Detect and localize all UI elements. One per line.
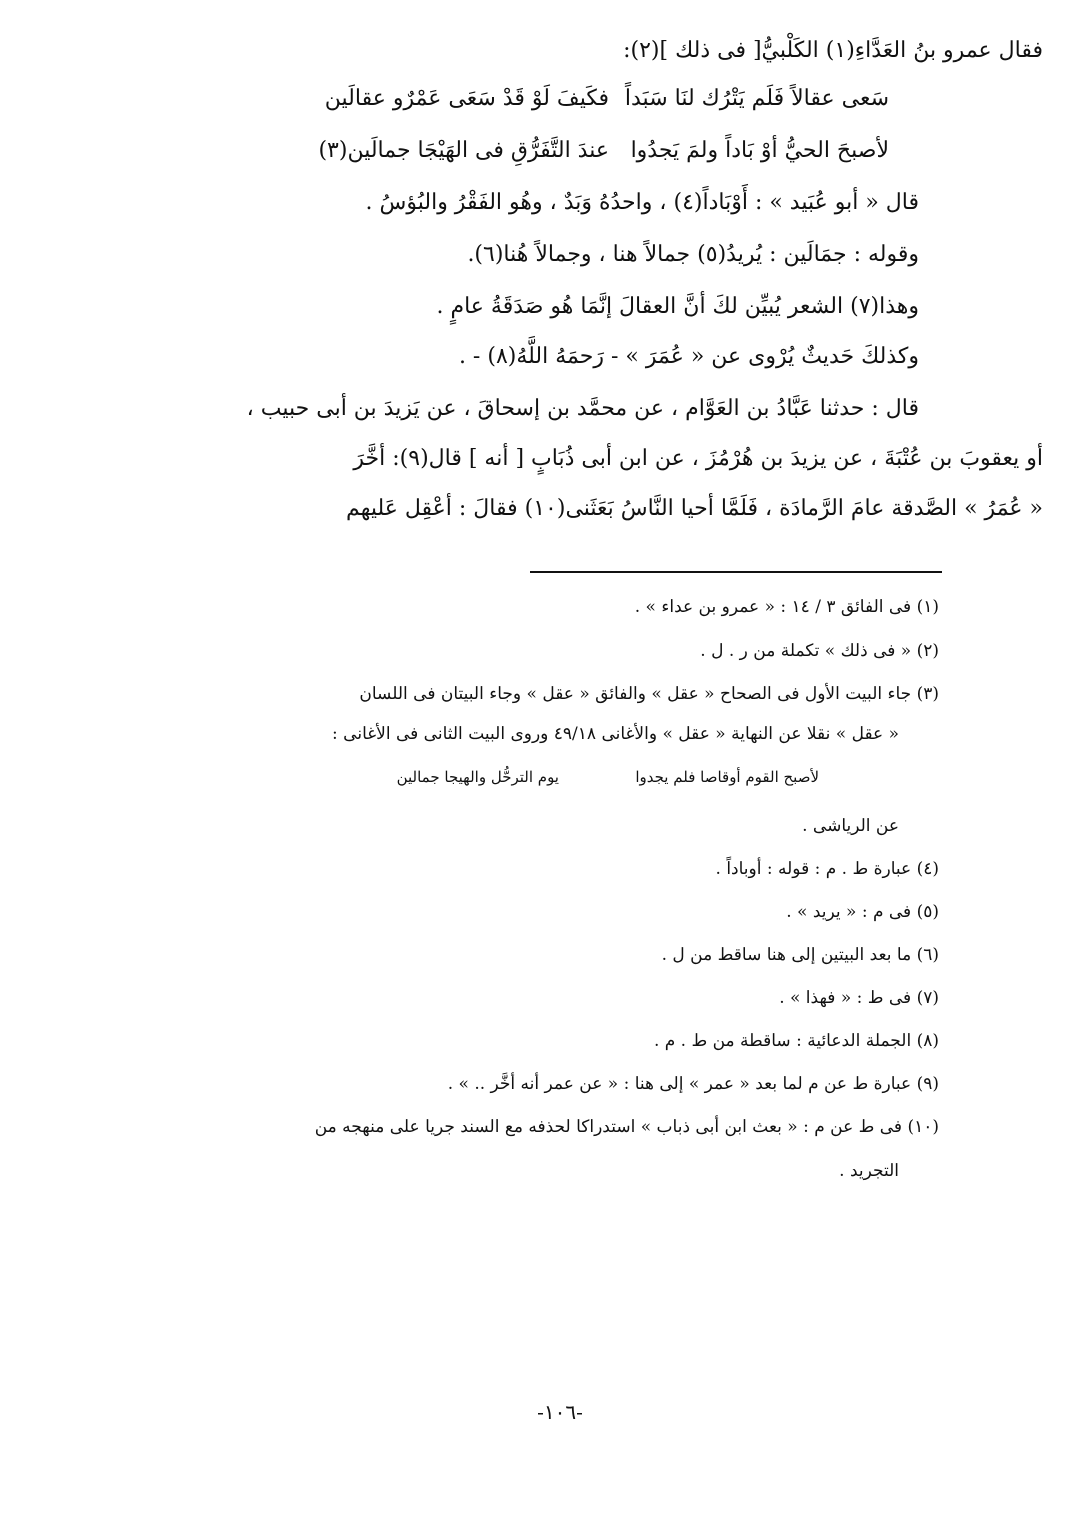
footnote-3-line1: (٣) جاء البيت الأول فى الصحاح « عقل » والفائق « عقل » وجاء البيتان فى اللسان xyxy=(359,684,939,704)
footnote-3-line3: عن الرياشى . xyxy=(802,816,899,836)
footnote-10-line1: (١٠) فى ط عن م : « بعث ابن أبى ذباب » استدراكا لحذفه مع السند جريا على منهجه من xyxy=(314,1117,939,1137)
paragraph-isnad-line1: قال : حدثنا عَبَّادُ بن العَوَّام ، عن محمَّد بن إسحاقَ ، عن يَزيدَ بن أبى حبيب ، xyxy=(246,396,919,421)
paragraph-umar-hadith: وكذلكَ حَديثٌ يُرْوى عن « عُمَرَ » - رَحمَهُ اللَّهُ(٨) - . xyxy=(458,344,919,369)
footnote-7: (٧) فى ط : « فهذا » . xyxy=(779,988,939,1008)
footnote-divider xyxy=(530,571,942,573)
footnote-4: (٤) عبارة ط . م : قوله : أوباداً . xyxy=(715,859,939,879)
footnote-3-verse-second: يوم الترحُّل والهيجا جمالين xyxy=(396,768,559,786)
footnote-1: (١) فى الفائق ٣ / ١٤ : « عمرو بن عداء » . xyxy=(634,597,939,617)
footnote-3-line2: « عقل » نقلا عن النهاية « عقل » والأغانى ٤٩/١٨ وروى البيت الثانى فى الأغانى : xyxy=(332,724,899,744)
footnote-8: (٨) الجملة الدعائية : ساقطة من ط . م . xyxy=(653,1031,939,1051)
paragraph-isnad-line3: « عُمَرُ » الصَّدقة عامَ الرَّمادَة ، فَلَمَّا أحيا النَّاسُ بَعَثَنى(١٠) فقالَ : أعْقِل عَليهم xyxy=(346,496,1043,521)
verse1-first-hemistich: سَعى عقالاً فَلَم يَتْرُك لنَا سَبَداً xyxy=(624,86,889,111)
verse1-second-hemistich: فكَيفَ لَوْ قَدْ سَعَى عَمْرٌو عقالَين xyxy=(324,86,609,111)
footnote-5: (٥) فى م : « يريد » . xyxy=(786,902,939,922)
footnote-10-line2: التجريد . xyxy=(839,1161,899,1181)
paragraph-abu-ubaid: قال « أبو عُبَيد » : أَوْبَاداً(٤) ، واحدُهُ وَبَدٌ ، وهُو الفَقْرُ والبُؤسُ . xyxy=(365,190,919,215)
paragraph-isnad-line2: أو يعقوبَ بن عُتْبَةَ ، عن يزيدَ بن هُرْمُزَ ، عن ابن أبى ذُبَابٍ [ أنه ] قال(٩): أخَّرَ xyxy=(353,446,1043,471)
footnote-9: (٩) عبارة ط عن م لما بعد « عمر » إلى هنا : « عن عمر أنه أخَّر .. » . xyxy=(447,1074,939,1094)
intro-line: فقال عمرو بنُ العَدَّاءِ(١) الكَلْبيُّ[ فى ذلك ](٢): xyxy=(623,38,1043,63)
page-number: -١٠٦- xyxy=(537,1400,583,1424)
verse2-second-hemistich: عندَ التَّفَرُّقِ فى الهَيْجَا جمالَين(٣) xyxy=(318,138,609,163)
paragraph-jamalain: وقوله : جمَالَين : يُريدُ(٥) جمالاً هنا ، وجمالاً هُنا(٦). xyxy=(467,242,919,267)
footnote-3-verse-first: لأصبح القوم أوقاصا فلم يجدوا xyxy=(635,768,819,786)
paragraph-this-poem: وهذا(٧) الشعر يُبيِّن لكَ أنَّ العقالَ إنَّمَا هُو صَدَقَةُ عامٍ . xyxy=(436,294,919,319)
footnote-6: (٦) ما بعد البيتين إلى هنا ساقط من ل . xyxy=(661,945,939,965)
verse2-first-hemistich: لأصبحَ الحيُّ أوْ بَاداً ولمَ يَجدُوا xyxy=(630,138,889,163)
footnote-2: (٢) « فى ذلك » تكملة من ر . ل . xyxy=(700,641,939,661)
